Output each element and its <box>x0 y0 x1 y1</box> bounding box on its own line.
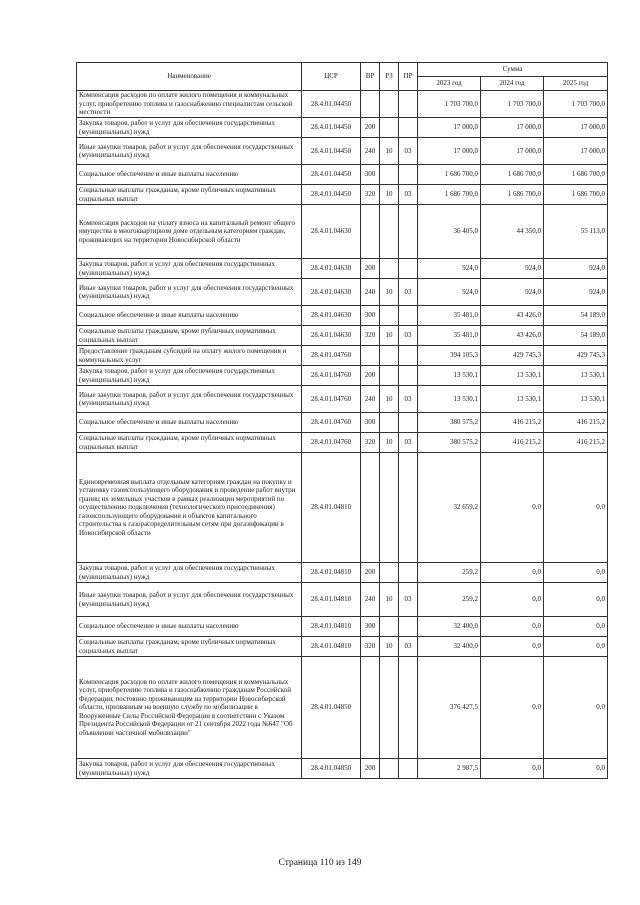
row-csr: 28.4.01.04450 <box>302 118 361 138</box>
row-name: Иные закупки товаров, работ и услуг для обеспечения государственных (муниципальных) нужд <box>77 138 302 165</box>
row-sum-2025: 0,0 <box>544 453 608 563</box>
row-vr <box>361 91 380 118</box>
row-csr: 28.4.01.04630 <box>302 326 361 346</box>
budget-table <box>76 62 608 779</box>
table-row <box>77 279 608 306</box>
row-vr <box>361 453 380 563</box>
row-sum-2025: 0,0 <box>544 657 608 759</box>
row-name: Иные закупки товаров, работ и услуг для обеспечения государственных (муниципальных) нужд <box>77 583 302 617</box>
row-csr: 28.4.01.04810 <box>302 563 361 583</box>
row-csr: 28.4.01.04760 <box>302 413 361 433</box>
row-rz <box>380 366 399 386</box>
table-row <box>77 346 608 366</box>
row-sum-2024: 0,0 <box>481 583 544 617</box>
header-year-2025: 2025 год <box>544 77 608 91</box>
row-sum-2023: 259,2 <box>418 563 481 583</box>
row-rz: 10 <box>380 326 399 346</box>
row-pr <box>399 413 418 433</box>
row-rz: 10 <box>380 583 399 617</box>
row-rz <box>380 453 399 563</box>
header-csr: ЦСР <box>302 63 361 91</box>
row-sum-2025: 0,0 <box>544 759 608 779</box>
row-rz <box>380 259 399 279</box>
row-sum-2025: 17 000,0 <box>544 138 608 165</box>
row-vr: 200 <box>361 366 380 386</box>
row-sum-2023: 17 000,0 <box>418 138 481 165</box>
row-csr: 28.4.01.04450 <box>302 185 361 205</box>
table-row <box>77 759 608 779</box>
row-rz <box>380 563 399 583</box>
row-sum-2023: 36 405,0 <box>418 205 481 259</box>
row-sum-2025: 0,0 <box>544 583 608 617</box>
row-sum-2024: 44 350,0 <box>481 205 544 259</box>
row-vr: 320 <box>361 185 380 205</box>
row-sum-2023: 35 481,0 <box>418 306 481 326</box>
row-pr <box>399 306 418 326</box>
row-sum-2023: 2 987,5 <box>418 759 481 779</box>
row-name: Иные закупки товаров, работ и услуг для обеспечения государственных (муниципальных) нужд <box>77 279 302 306</box>
row-rz <box>380 346 399 366</box>
row-pr: 03 <box>399 386 418 413</box>
row-vr: 300 <box>361 306 380 326</box>
row-sum-2023: 380 575,2 <box>418 433 481 453</box>
row-csr: 28.4.01.04630 <box>302 205 361 259</box>
row-sum-2023: 376 427,5 <box>418 657 481 759</box>
row-vr: 300 <box>361 165 380 185</box>
row-name: Закупка товаров, работ и услуг для обеспечения государственных (муниципальных) нужд <box>77 118 302 138</box>
row-sum-2023: 32 659,2 <box>418 453 481 563</box>
row-sum-2025: 13 530,1 <box>544 386 608 413</box>
row-pr <box>399 165 418 185</box>
row-name: Закупка товаров, работ и услуг для обеспечения государственных (муниципальных) нужд <box>77 259 302 279</box>
table-row <box>77 326 608 346</box>
row-sum-2025: 54 189,0 <box>544 306 608 326</box>
row-vr: 240 <box>361 386 380 413</box>
table-row <box>77 91 608 118</box>
row-name: Закупка товаров, работ и услуг для обеспечения государственных (муниципальных) нужд <box>77 366 302 386</box>
row-sum-2024: 13 530,1 <box>481 366 544 386</box>
header-pr: ПР <box>399 63 418 91</box>
row-rz: 10 <box>380 637 399 657</box>
header-year-2024: 2024 год <box>481 77 544 91</box>
row-sum-2025: 416 215,2 <box>544 433 608 453</box>
row-pr: 03 <box>399 433 418 453</box>
row-sum-2025: 0,0 <box>544 617 608 637</box>
table-body <box>77 91 608 779</box>
row-csr: 28.4.01.04450 <box>302 165 361 185</box>
row-pr: 03 <box>399 279 418 306</box>
row-sum-2024: 17 000,0 <box>481 118 544 138</box>
row-csr: 28.4.01.04760 <box>302 433 361 453</box>
row-rz <box>380 413 399 433</box>
row-vr: 320 <box>361 637 380 657</box>
table-row <box>77 617 608 637</box>
row-rz <box>380 205 399 259</box>
row-sum-2025: 924,0 <box>544 279 608 306</box>
table-row <box>77 583 608 617</box>
row-sum-2024: 13 530,1 <box>481 386 544 413</box>
table-row <box>77 433 608 453</box>
row-vr: 320 <box>361 326 380 346</box>
row-sum-2025: 1 703 700,0 <box>544 91 608 118</box>
row-sum-2024: 0,0 <box>481 563 544 583</box>
table-row <box>77 185 608 205</box>
row-sum-2024: 416 215,2 <box>481 413 544 433</box>
row-rz: 10 <box>380 386 399 413</box>
row-vr: 300 <box>361 617 380 637</box>
row-rz <box>380 617 399 637</box>
row-vr: 240 <box>361 279 380 306</box>
row-rz <box>380 759 399 779</box>
table-row <box>77 205 608 259</box>
row-csr: 28.4.01.04630 <box>302 279 361 306</box>
row-sum-2023: 17 000,0 <box>418 118 481 138</box>
row-rz: 10 <box>380 138 399 165</box>
row-pr: 03 <box>399 637 418 657</box>
row-pr <box>399 759 418 779</box>
row-sum-2025: 13 530,1 <box>544 366 608 386</box>
row-rz: 10 <box>380 433 399 453</box>
table-row <box>77 259 608 279</box>
row-sum-2024: 429 745,3 <box>481 346 544 366</box>
row-sum-2023: 32 400,0 <box>418 617 481 637</box>
row-name: Социальные выплаты гражданам, кроме публичных нормативных социальных выплат <box>77 326 302 346</box>
row-sum-2023: 394 105,3 <box>418 346 481 366</box>
table-row <box>77 386 608 413</box>
row-pr: 03 <box>399 185 418 205</box>
row-sum-2025: 429 745,3 <box>544 346 608 366</box>
row-vr: 200 <box>361 563 380 583</box>
row-pr: 03 <box>399 583 418 617</box>
row-sum-2023: 924,0 <box>418 279 481 306</box>
row-vr: 240 <box>361 138 380 165</box>
row-name: Социальные выплаты гражданам, кроме публичных нормативных социальных выплат <box>77 433 302 453</box>
row-pr <box>399 657 418 759</box>
table-row <box>77 453 608 563</box>
row-rz: 10 <box>380 279 399 306</box>
row-name: Закупка товаров, работ и услуг для обеспечения государственных (муниципальных) нужд <box>77 563 302 583</box>
row-sum-2024: 0,0 <box>481 453 544 563</box>
row-sum-2023: 32 400,0 <box>418 637 481 657</box>
row-name: Компенсация расходов по оплате жилого помещения и коммунальных услуг, приобретению топлива и газоснабжению специалистам сельской местности <box>77 91 302 118</box>
row-pr: 03 <box>399 326 418 346</box>
row-sum-2025: 54 189,0 <box>544 326 608 346</box>
row-csr: 28.4.01.04450 <box>302 138 361 165</box>
row-rz <box>380 165 399 185</box>
header-rz: РЗ <box>380 63 399 91</box>
row-csr: 28.4.01.04810 <box>302 453 361 563</box>
row-sum-2023: 924,0 <box>418 259 481 279</box>
row-csr: 28.4.01.04760 <box>302 366 361 386</box>
row-sum-2023: 1 703 700,0 <box>418 91 481 118</box>
row-name: Иные закупки товаров, работ и услуг для обеспечения государственных (муниципальных) нужд <box>77 386 302 413</box>
row-rz <box>380 306 399 326</box>
row-sum-2023: 1 686 700,0 <box>418 165 481 185</box>
row-sum-2025: 924,0 <box>544 259 608 279</box>
row-sum-2023: 259,2 <box>418 583 481 617</box>
row-name: Социальное обеспечение и иные выплаты населению <box>77 306 302 326</box>
row-csr: 28.4.01.04850 <box>302 759 361 779</box>
row-rz: 10 <box>380 185 399 205</box>
row-csr: 28.4.01.04810 <box>302 617 361 637</box>
row-sum-2025: 17 000,0 <box>544 118 608 138</box>
row-name: Закупка товаров, работ и услуг для обеспечения государственных (муниципальных) нужд <box>77 759 302 779</box>
row-csr: 28.4.01.04760 <box>302 346 361 366</box>
row-name: Социальные выплаты гражданам, кроме публичных нормативных социальных выплат <box>77 185 302 205</box>
row-vr <box>361 205 380 259</box>
row-sum-2025: 55 113,0 <box>544 205 608 259</box>
row-sum-2023: 1 686 700,0 <box>418 185 481 205</box>
row-name: Компенсация расходов по оплате жилого помещения и коммунальных услуг, приобретению топлива и газоснабжению гражданам Российской Федерации, постоянно проживающим на территории Новосибирской области, призванным на военную службу по мобилизации в Вооруженные Силы Российской Федерации в соответствии с Указом Президента Российской Федерации от 21 сентября 2022 года №647 "Об объявлении частичной мобилизации" <box>77 657 302 759</box>
row-csr: 28.4.01.04810 <box>302 583 361 617</box>
row-sum-2025: 0,0 <box>544 563 608 583</box>
header-sum: Сумма <box>418 63 608 77</box>
row-pr <box>399 617 418 637</box>
page-number: Страница 110 из 149 <box>278 858 362 868</box>
row-sum-2025: 416 215,2 <box>544 413 608 433</box>
row-sum-2024: 924,0 <box>481 259 544 279</box>
row-csr: 28.4.01.04850 <box>302 657 361 759</box>
row-sum-2025: 1 686 700,0 <box>544 185 608 205</box>
row-sum-2024: 924,0 <box>481 279 544 306</box>
row-vr: 200 <box>361 759 380 779</box>
row-name: Социальные выплаты гражданам, кроме публичных нормативных социальных выплат <box>77 637 302 657</box>
row-pr <box>399 259 418 279</box>
row-vr: 200 <box>361 118 380 138</box>
row-pr <box>399 205 418 259</box>
row-sum-2025: 1 686 700,0 <box>544 165 608 185</box>
row-sum-2024: 0,0 <box>481 759 544 779</box>
row-csr: 28.4.01.04630 <box>302 306 361 326</box>
table-row <box>77 118 608 138</box>
row-sum-2025: 0,0 <box>544 637 608 657</box>
row-name: Социальное обеспечение и иные выплаты населению <box>77 617 302 637</box>
row-pr <box>399 453 418 563</box>
row-vr <box>361 657 380 759</box>
row-csr: 28.4.01.04810 <box>302 637 361 657</box>
row-sum-2023: 13 530,1 <box>418 366 481 386</box>
row-rz <box>380 657 399 759</box>
header-name: Наименование <box>77 63 302 91</box>
row-name: Социальное обеспечение и иные выплаты населению <box>77 165 302 185</box>
table-row <box>77 657 608 759</box>
row-csr: 28.4.01.04450 <box>302 91 361 118</box>
row-name: Социальное обеспечение и иные выплаты населению <box>77 413 302 433</box>
row-sum-2023: 35 481,0 <box>418 326 481 346</box>
header-year-2023: 2023 год <box>418 77 481 91</box>
row-vr <box>361 346 380 366</box>
row-sum-2024: 1 686 700,0 <box>481 185 544 205</box>
row-sum-2024: 416 215,2 <box>481 433 544 453</box>
row-sum-2024: 43 426,0 <box>481 326 544 346</box>
row-vr: 240 <box>361 583 380 617</box>
row-name: Компенсация расходов на уплату взноса на капитальный ремонт общего имущества в многоквартирном доме отдельным категориям граждан, проживающих на территории Новосибирской области <box>77 205 302 259</box>
row-sum-2024: 1 703 700,0 <box>481 91 544 118</box>
header-vr: ВР <box>361 63 380 91</box>
row-pr <box>399 346 418 366</box>
row-pr <box>399 563 418 583</box>
row-sum-2024: 1 686 700,0 <box>481 165 544 185</box>
row-sum-2024: 43 426,0 <box>481 306 544 326</box>
table-row <box>77 413 608 433</box>
row-name: Предоставление гражданам субсидий на оплату жилого помещения и коммунальных услуг <box>77 346 302 366</box>
table-row <box>77 306 608 326</box>
row-sum-2024: 0,0 <box>481 617 544 637</box>
row-sum-2023: 13 530,1 <box>418 386 481 413</box>
table-row <box>77 138 608 165</box>
row-rz <box>380 91 399 118</box>
row-pr <box>399 91 418 118</box>
row-pr <box>399 366 418 386</box>
row-pr <box>399 118 418 138</box>
row-sum-2024: 17 000,0 <box>481 138 544 165</box>
row-sum-2024: 0,0 <box>481 637 544 657</box>
row-vr: 300 <box>361 413 380 433</box>
table-row <box>77 366 608 386</box>
row-csr: 28.4.01.04760 <box>302 386 361 413</box>
row-sum-2023: 380 575,2 <box>418 413 481 433</box>
row-vr: 200 <box>361 259 380 279</box>
row-name: Единовременная выплата отдельным категориям граждан на покупку и установку газоиспользующего оборудования и проведение работ внутри границ их земельных участков в рамках реализации мероприятий по осуществлению подключения (технологического присоединения) газоиспользующего оборудования и объектов капитального строительства к газораспределительным сетям при догазификации в Новосибирской области <box>77 453 302 563</box>
table-row <box>77 165 608 185</box>
row-pr: 03 <box>399 138 418 165</box>
row-csr: 28.4.01.04630 <box>302 259 361 279</box>
row-vr: 320 <box>361 433 380 453</box>
row-rz <box>380 118 399 138</box>
table-row <box>77 563 608 583</box>
row-sum-2024: 0,0 <box>481 657 544 759</box>
table-row <box>77 637 608 657</box>
